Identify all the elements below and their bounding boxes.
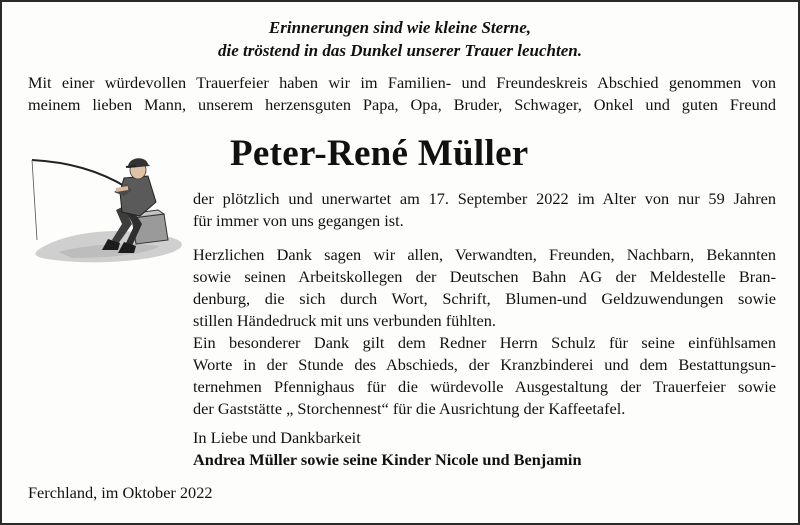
verse-line: Erinnerungen sind wie kleine Sterne,	[268, 18, 532, 37]
closing-block	[193, 427, 776, 471]
deceased-name: Peter-René Müller	[230, 133, 529, 174]
text-line: Ein besonderer Dank gilt dem Redner Herrn Schulz für seine einfühlsamen	[193, 333, 776, 352]
verse-line: die tröstend in das Dunkel unserer Trauer leuchten.	[218, 41, 582, 60]
text-line: sowie seinen Arbeitskollegen der Deutschen Bahn AG der Meldestelle Bran-	[193, 267, 776, 286]
text-line: für immer von uns gegangen ist.	[193, 211, 404, 230]
text-line: denburg, die sich durch Wort, Schrift, Blumen-und Geldzuwendungen sowie	[193, 289, 776, 308]
fisherman-sitting-with-rod-icon	[28, 140, 198, 266]
intro-text	[28, 72, 776, 116]
thanks-paragraph	[193, 244, 776, 332]
memorial-verse	[2, 16, 798, 62]
passing-paragraph	[193, 188, 776, 232]
text-line: ternehmen Pfennighaus für die würdevolle Ausgestaltung der Trauerfeier sowie	[193, 377, 776, 396]
text-line: der plötzlich und unerwartet am 17. September 2022 im Alter von nur 59 Jahren	[193, 189, 776, 208]
text-line: Herzlichen Dank sagen wir allen, Verwandten, Freunden, Nachbarn, Bekannten	[193, 245, 776, 264]
closing-salutation: In Liebe und Dankbarkeit	[193, 428, 361, 447]
intro-line: meinem lieben Mann, unserem herzensguten Papa, Opa, Bruder, Schwager, Onkel und guten Freund	[28, 95, 776, 114]
text-line: der Gaststätte „ Storchennest“ für die Ausrichtung der Kaffeetafel.	[193, 399, 626, 418]
place-and-date: Ferchland, im Oktober 2022	[28, 483, 213, 502]
text-line: Worte in der Stunde des Abschieds, der Kranzbinderei und dem Bestattungsun-	[193, 355, 776, 374]
intro-line: Mit einer würdevollen Trauerfeier haben wir im Familien- und Freundeskreis Abschied genommen von	[28, 73, 776, 92]
text-line: stillen Händedruck mit uns verbunden fühlten.	[193, 311, 496, 330]
special-thanks-paragraph	[193, 332, 776, 420]
signers: Andrea Müller sowie seine Kinder Nicole und Benjamin	[193, 450, 582, 469]
